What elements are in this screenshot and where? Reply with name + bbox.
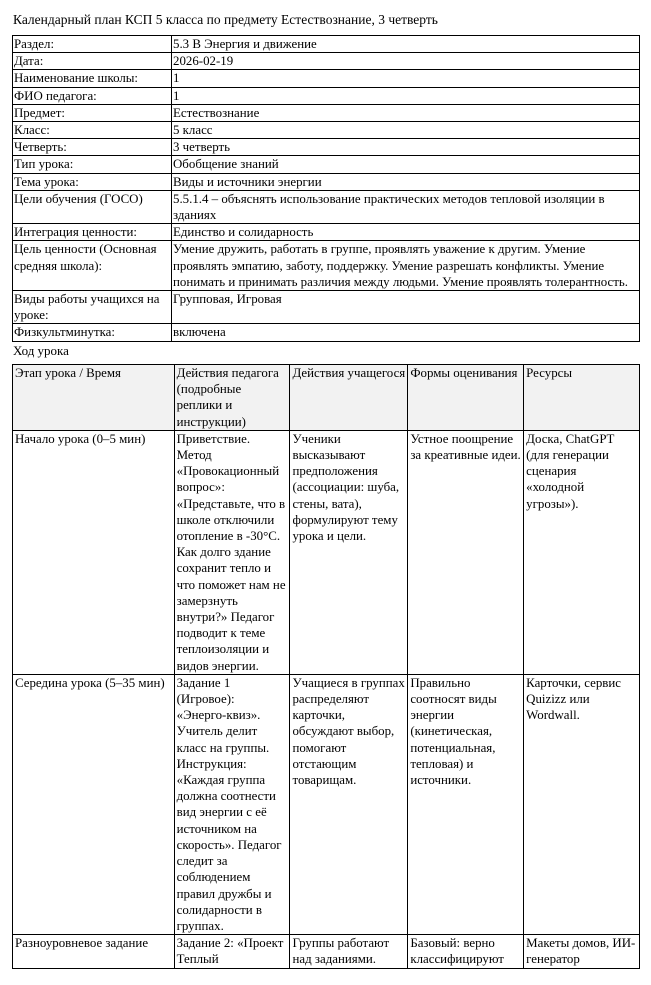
column-header: Этап урока / Время [13,365,175,431]
info-value: включена [172,324,640,341]
table-row [13,430,640,674]
column-header: Действия учащегося [290,365,408,431]
info-value: 2026-02-19 [172,53,640,70]
info-row [13,291,640,324]
table-cell: Карточки, сервис Quizizz или Wordwall. [524,674,640,934]
info-row [13,36,640,53]
info-row [13,190,640,223]
info-label: Класс: [13,122,172,139]
info-row [13,139,640,156]
column-header: Действия педагога (подробные реплики и инструкции) [174,365,290,431]
info-value: 5.3 В Энергия и движение [172,36,640,53]
info-value: Умение дружить, работать в группе, проявлять уважение к другим. Умение проявлять эмпатию, заботу, поддержку. Умение разрешать конфликты. Умение понимать и принимать различия между людьми. Умение проявлять толерантность. [172,241,640,291]
table-cell: Группы работают над заданиями. [290,935,408,968]
info-label: Раздел: [13,36,172,53]
table-cell: Макеты домов, ИИ-генератор [524,935,640,968]
lesson-info-table [12,35,640,342]
info-row [13,104,640,121]
info-row [13,173,640,190]
info-value: Групповая, Игровая [172,291,640,324]
lesson-progress-title: Ход урока [13,343,69,358]
info-row [13,241,640,291]
info-label: Цели обучения (ГОСО) [13,190,172,223]
info-row [13,156,640,173]
info-label: ФИО педагога: [13,87,172,104]
info-value: 1 [172,70,640,87]
info-row [13,122,640,139]
table-cell: Правильно соотносят виды энергии (кинетическая, потенциальная, тепловая) и источники. [408,674,524,934]
table-cell: Базовый: верно классифицируют [408,935,524,968]
table-cell: Доска, ChatGPT (для генерации сценария «холодной угрозы»). [524,430,640,674]
info-row [13,324,640,341]
table-cell: Устное поощрение за креативные идеи. [408,430,524,674]
info-label: Тип урока: [13,156,172,173]
table-cell: Начало урока (0–5 мин) [13,430,175,674]
table-cell: Учащиеся в группах распределяют карточки, обсуждают выбор, помогают отстающим товарищам. [290,674,408,934]
info-label: Наименование школы: [13,70,172,87]
info-value: 5.5.1.4 – объяснять использование практических методов тепловой изоляции в зданиях [172,190,640,223]
info-label: Предмет: [13,104,172,121]
document-title: Календарный план КСП 5 класса по предмету Естествознание, 3 четверть [13,12,438,27]
info-value: Виды и источники энергии [172,173,640,190]
info-value: Единство и солидарность [172,224,640,241]
info-row [13,224,640,241]
lesson-stages-table [12,364,640,969]
table-cell: Задание 2: «Проект Теплый [174,935,290,968]
table-row [13,935,640,968]
table-cell: Задание 1 (Игровое): «Энерго-квиз». Учитель делит класс на группы. Инструкция: «Каждая группа должна соотнести вид энергии с её источником на скорость». Педагог следит за соблюдением правил дружбы и солидарности в группах. [174,674,290,934]
info-label: Виды работы учащихся на уроке: [13,291,172,324]
table-cell: Разноуровневое задание [13,935,175,968]
info-label: Тема урока: [13,173,172,190]
info-value: 5 класс [172,122,640,139]
info-row [13,53,640,70]
info-label: Интеграция ценности: [13,224,172,241]
info-row [13,87,640,104]
info-label: Четверть: [13,139,172,156]
info-label: Цель ценности (Основная средняя школа): [13,241,172,291]
info-label: Дата: [13,53,172,70]
column-header: Ресурсы [524,365,640,431]
info-value: Естествознание [172,104,640,121]
table-cell: Приветствие. Метод «Провокационный вопрос»: «Представьте, что в школе отключили отопление в -30°C. Как долго здание сохранит тепло и что поможет нам не замерзнуть внутри?» Педагог подводит к теме теплоизоляции и видов энергии. [174,430,290,674]
info-value: 1 [172,87,640,104]
table-cell: Ученики высказывают предположения (ассоциации: шуба, стены, вата), формулируют тему урока и цели. [290,430,408,674]
info-value: 3 четверть [172,139,640,156]
table-cell: Середина урока (5–35 мин) [13,674,175,934]
table-row [13,674,640,934]
info-value: Обобщение знаний [172,156,640,173]
stages-header-row [13,365,640,431]
column-header: Формы оценивания [408,365,524,431]
info-label: Физкультминутка: [13,324,172,341]
info-row [13,70,640,87]
